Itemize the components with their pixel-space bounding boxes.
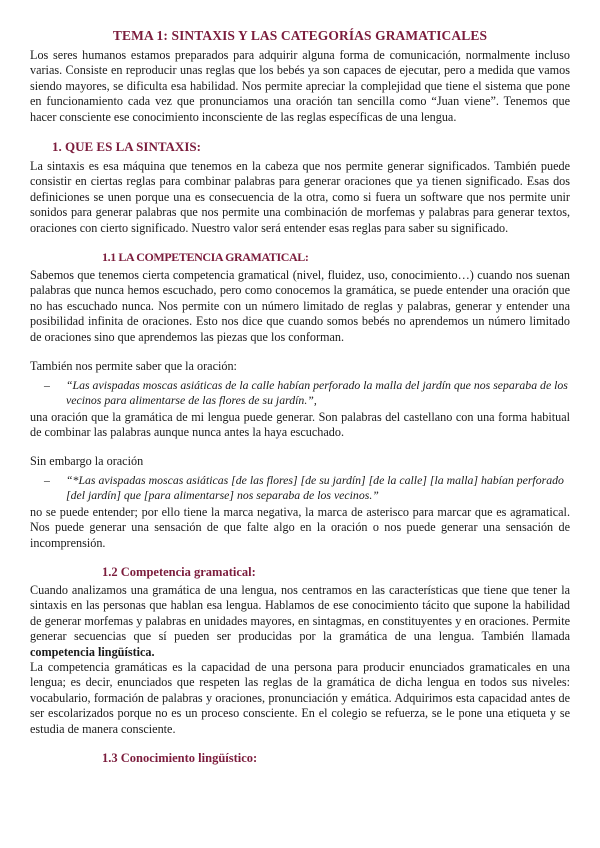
section-1-2-body	[30, 583, 570, 660]
section-1-body: La sintaxis es esa máquina que tenemos en la cabeza que nos permite generar significados. También puede consistir en ciertas reglas para combinar palabras para generar oraciones que ya tienen significado. Esas dos definiciones se unen porque una es consecuencia de la otra, como si fuera un software que nos permite unir sonidos para generar palabras que nos permite una combinación de morfemas y palabras para generar textos, oraciones con cierto significado. Nuestro valor será entender esas reglas para saber su significado.	[30, 159, 570, 235]
key-term: competencia lingüística.	[30, 644, 155, 659]
example-2-after: no se puede entender; por ello tiene la marca negativa, la marca de asterisco para marcar que es agramatical. Nos puede generar una sensación de que falte algo en la oración o nos puede generar una sensación de incomprensión.	[30, 504, 570, 550]
section-1-1-heading: 1.1 LA COMPETENCIA GRAMATICAL:	[102, 250, 309, 265]
section-1-3-heading: 1.3 Conocimiento lingüístico:	[102, 751, 258, 765]
example-2-item	[44, 473, 570, 503]
document-title: TEMA 1: SINTAXIS Y LAS CATEGORÍAS GRAMATICALES	[112, 28, 488, 43]
dash-bullet: –	[44, 377, 50, 392]
dash-bullet: –	[44, 472, 50, 487]
example-2-text: “*Las avispadas moscas asiáticas [de las flores] [de su jardín] [de la calle] [la malla] habían perforado [del jardín] que [para alimentarse] nos separaba de los vecinos.”	[66, 472, 564, 502]
section-1-2-text: Cuando analizamos una gramática de una lengua, nos centramos en las características que tiene que tener la sintaxis en las personas que hablan esa lengua. Hablamos de ese conocimiento tácito que supone la habilidad de generar morfemas y palabras en unidades mayores, en sintagmas, en constituyentes y en oraciones. Permite generar secuencias que sí pueden ser producidas por la gramática de una lengua. También llamada	[30, 582, 570, 644]
intro-paragraph: Los seres humanos estamos preparados para adquirir alguna forma de comunicación, normalmente incluso varias. Consiste en reproducir unas reglas que los bebés ya son capaces de ejecutar, pero a medida que vamos siendo mayores, se dificulta esa habilidad. Nos permite apreciar la complejidad que tiene el sistema que pone en funcionamiento cada vez que pronunciamos una oración tan sencilla como “Juan viene”. Tenemos que hacer consciente ese conocimiento inconsciente de las reglas específicas de una lengua.	[30, 48, 570, 124]
example-1-text: “Las avispadas moscas asiáticas de la calle habían perforado la malla del jardín que nos separaba de los vecinos para alimentarse de las flores de su jardín.”,	[66, 377, 568, 407]
example-2-lead: Sin embargo la oración	[30, 454, 144, 469]
section-1-2-heading: 1.2 Competencia gramatical:	[102, 564, 256, 579]
example-1-lead: También nos permite saber que la oración:	[30, 359, 237, 374]
section-1-2-body-2: La competencia gramáticas es la capacidad de una persona para producir enunciados gramaticales en una lengua; es decir, enunciados que respeten las reglas de la gramática de dicha lengua en todos sus niveles: vocabulario, formación de palabras y oraciones, pronunciación y emática. Adquirimos esta capacidad antes de ser escolarizados porque no es un proceso consciente. En el colegio se refuerza, se le pone una etiqueta y se estudia de manera consciente.	[30, 659, 570, 736]
spacer	[30, 345, 570, 359]
section-1-heading: 1. QUE ES LA SINTAXIS:	[52, 139, 201, 155]
example-1-item	[44, 378, 570, 408]
spacer	[30, 440, 570, 454]
section-1-1-body: Sabemos que tenemos cierta competencia gramatical (nivel, fluidez, uso, conocimiento…) cuando nos suenan palabras que nunca hemos escuchado, pero como conocemos la gramática, se puede entender una oración que no has escuchado nunca. Nos permite con un número limitado de reglas y palabras, generar y entender una posibilidad infinita de oraciones. Esto nos dice que cuando somos bebés no aprendemos un número limitado de oraciones sino que aprendemos las piezas que los conforman.	[30, 268, 570, 344]
example-1-after: una oración que la gramática de mi lengua puede generar. Son palabras del castellano con una forma habitual de combinar las palabras aunque nunca antes la haya escuchado.	[30, 409, 570, 439]
